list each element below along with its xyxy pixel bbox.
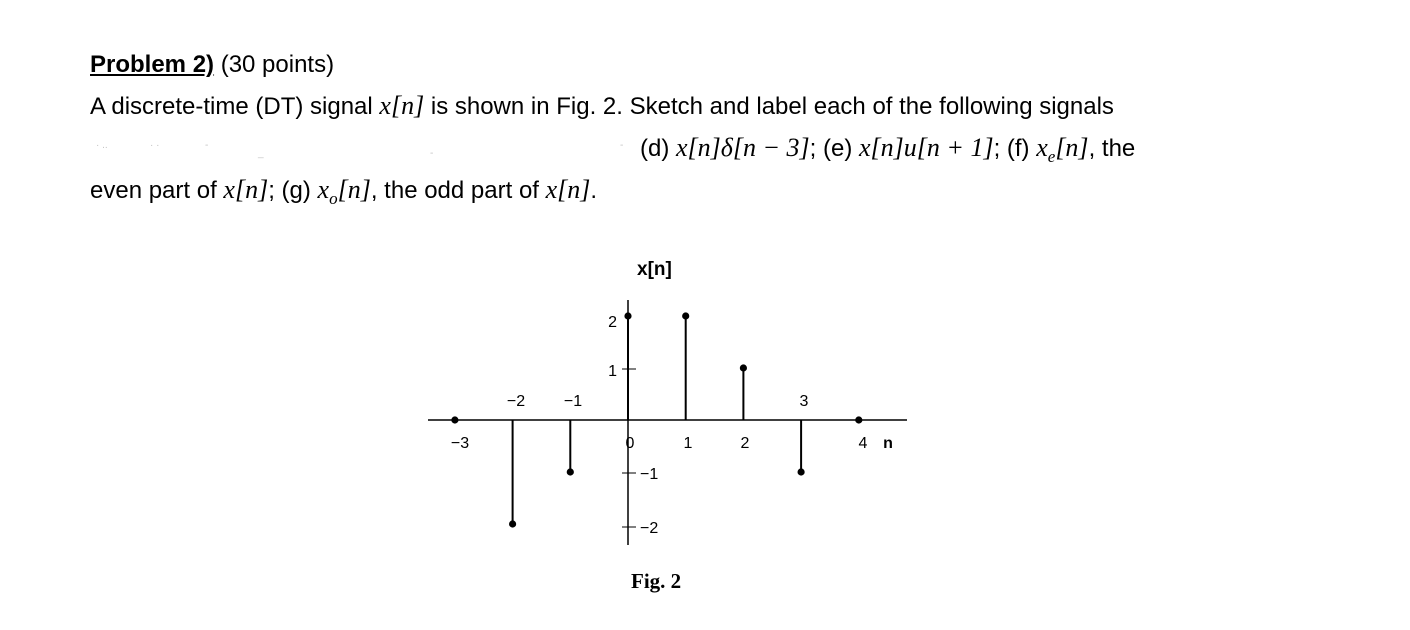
faint-mark: - (620, 140, 624, 151)
x-tick-label: 3 (799, 393, 809, 410)
x-tick-label: −3 (450, 435, 470, 452)
x-tick-label: −1 (563, 393, 583, 410)
y-tick-label: 1 (608, 363, 617, 380)
signal-title: x[n] (637, 259, 672, 280)
faint-mark: - (205, 140, 209, 151)
line3-prefix: even part of (90, 177, 224, 204)
problem-points: (30 points) (220, 51, 335, 78)
part-e-expression: x[n]u[n + 1] (859, 133, 994, 162)
x-tick-label: 1 (683, 435, 693, 452)
x-axis-label: n (883, 435, 893, 452)
problem-title: Problem 2) (90, 51, 215, 78)
stem-point (567, 468, 574, 475)
part-f-label: ; (f) (993, 135, 1037, 162)
stem-point (740, 364, 747, 371)
part-g-expression: $x_o[n]$ (317, 175, 371, 209)
part-f-expression: $x_e[n]$ (1036, 133, 1089, 167)
statement-prefix: A discrete-time (DT) signal (90, 93, 380, 120)
part-g-label: ; (g) (268, 177, 318, 204)
line3-mid: , the odd part of (370, 177, 546, 204)
signal-symbol: x[n] (379, 91, 425, 120)
x-tick-label: 4 (858, 435, 868, 452)
statement-suffix: is shown in Fig. 2. Sketch and label each of the following signals (424, 93, 1114, 120)
part-f-suffix: , the (1088, 135, 1136, 162)
stem-point (509, 520, 516, 527)
faint-mark: - (430, 148, 434, 159)
y-tick-label: 2 (608, 314, 617, 331)
faint-mark: · · (150, 140, 160, 151)
part-e-label: ; (e) (809, 135, 859, 162)
x-tick-label: 0 (625, 435, 635, 452)
x-tick-label: 2 (740, 435, 750, 452)
signal-symbol: x[n] (223, 175, 269, 204)
faint-mark: _ (258, 148, 264, 159)
x-tick-label: −2 (506, 393, 526, 410)
part-d-expression: x[n]δ[n − 3] (676, 133, 810, 162)
line3-end: . (590, 177, 598, 204)
part-d-label: (d) (640, 135, 676, 162)
y-tick-label: −2 (640, 520, 659, 537)
faint-mark: · .. (96, 140, 108, 151)
signal-symbol: x[n] (545, 175, 591, 204)
y-tick-label: −1 (640, 466, 659, 483)
figure-caption: Fig. 2 (631, 569, 682, 593)
stem-point (682, 312, 689, 319)
stem-point (798, 468, 805, 475)
